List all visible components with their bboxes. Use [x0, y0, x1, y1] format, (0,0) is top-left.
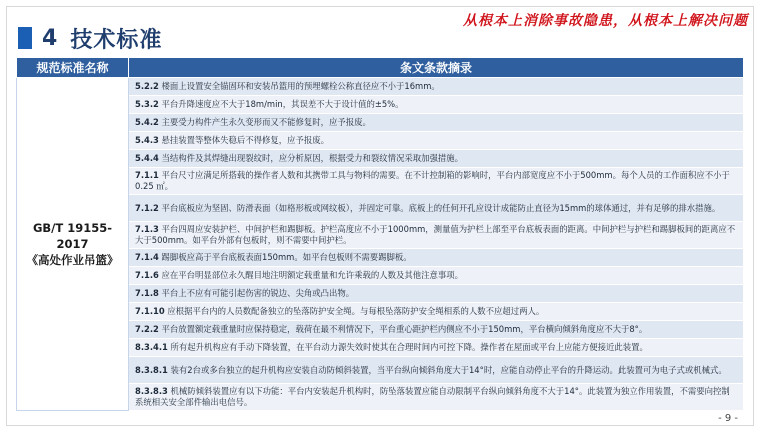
standard-code: GB/T 19155-2017 — [32, 221, 113, 251]
clause-text: 平台底板应为坚固、防滑表面（如格形板或网纹板），并固定可靠。底板上的任何开孔应设计成能防止直径为15mm的球体通过，并有足够的排水措施。 — [161, 202, 721, 213]
clause-id: 8.3.4.1 — [135, 342, 168, 352]
clause-text: 踢脚板应高于平台底板表面150mm。如平台包板则不需要踢脚板。 — [161, 252, 412, 262]
clause-cell — [129, 357, 744, 384]
section-title-text: 技术标准 — [70, 27, 163, 53]
clause-text: 平台尺寸应满足所搭载的操作者人数和其携带工具与物料的需要。在不计控制箱的影响时，平台内部宽度应不小于500mm。每个人员的工作面积应不小于0.25 ㎡。 — [135, 170, 730, 191]
clause-cell — [129, 168, 744, 195]
clause-text: 楼面上设置安全锚固环和安装吊篮用的预埋螺栓公称直径应不小于16mm。 — [161, 81, 440, 91]
clause-text: 平台放置额定载重量时应保持稳定，载荷在最不利情况下，平台重心距护栏内侧应不小于150mm，平台横向倾斜角度应不大于8°。 — [161, 324, 648, 334]
table-header-row — [17, 58, 744, 78]
clause-id: 7.1.10 — [135, 306, 165, 316]
clause-text: 平台升降速度应不大于18m/min，其误差不大于设计值的±5%。 — [161, 99, 404, 109]
clause-text: 装有2台或多台独立的起升机构应安装自动防倾斜装置，当平台纵向倾斜角度大于14°时，应能自动停止平台的升降运动。此装置可为电子式或机械式。 — [170, 364, 727, 375]
clause-cell — [129, 195, 744, 222]
clause-cell — [129, 96, 744, 114]
clause-id: 5.4.4 — [135, 153, 159, 163]
clause-cell — [129, 384, 744, 411]
clause-cell — [129, 321, 744, 339]
clause-id: 8.3.8.3 — [135, 386, 168, 396]
clause-cell — [129, 78, 744, 96]
clause-id: 7.2.2 — [135, 324, 159, 334]
clause-text: 当结构件及其焊缝出现裂纹时，应分析原因，根据受力和裂纹情况采取加强措施。 — [161, 153, 464, 163]
header-standard-name: 规范标准名称 — [17, 58, 129, 78]
clause-text: 应在平台明显部位永久醒目地注明额定载重量和允许乘载的人数及其他注意事项。 — [161, 270, 464, 280]
section-number: 4 — [42, 25, 59, 51]
clause-cell — [129, 114, 744, 132]
clause-cell — [129, 303, 744, 321]
section-title — [18, 24, 162, 52]
slogan: 从根本上消除事故隐患，从根本上解决问题 — [463, 13, 748, 29]
clause-id: 5.4.3 — [135, 135, 159, 145]
clause-id: 5.3.2 — [135, 99, 159, 109]
clause-cell — [129, 339, 744, 357]
page-number: - 9 - — [718, 413, 738, 424]
clause-cell — [129, 222, 744, 249]
clause-cell — [129, 132, 744, 150]
clause-text: 平台四周应安装护栏、中间护栏和踢脚板。护栏高度应不小于1000mm，测量值为护栏上部至平台底板表面的距离。中间护栏与护栏和踢脚板间的距离应不大于500mm。如平台外部有包板时，则不需要中间护栏。 — [135, 224, 736, 245]
clause-id: 7.1.8 — [135, 288, 159, 298]
clause-id: 8.3.8.1 — [135, 364, 168, 375]
clause-text: 应根据平台内的人员数配备独立的坠落防护安全绳。与每根坠落防护安全绳相系的人数不应超过两人。 — [167, 306, 545, 316]
clause-text: 机械防倾斜装置应有以下功能：平台内安装起升机构时，防坠落装置应能自动限制平台纵向倾斜角度不大于14°。此装置为独立作用装置，不需要向控制系统相关安全部件输出电信号。 — [135, 386, 730, 407]
section-marker-icon — [18, 27, 32, 49]
clause-id: 5.4.2 — [135, 117, 159, 127]
clause-cell — [129, 150, 744, 168]
clause-text: 主要受力构件产生永久变形而又不能修复时，应予报废。 — [161, 117, 371, 127]
clause-cell — [129, 267, 744, 285]
clause-text: 所有起升机构应有手动下降装置，在平台动力源失效时使其在合理时间内可控下降。操作者在屋面或平台上应能方便接近此装置。 — [170, 342, 648, 352]
clause-id: 7.1.6 — [135, 270, 159, 280]
clause-id: 7.1.1 — [135, 170, 159, 180]
table-row — [17, 78, 744, 96]
standards-table — [16, 57, 744, 411]
clause-text: 悬挂装置等整体失稳后不得修复，应予报废。 — [161, 135, 330, 145]
clause-id: 7.1.4 — [135, 252, 159, 262]
header-clause-excerpt: 条文条款摘录 — [129, 58, 744, 78]
clause-cell — [129, 249, 744, 267]
standard-name-cell — [17, 78, 129, 411]
clause-id: 7.1.3 — [135, 224, 159, 234]
clause-cell — [129, 285, 744, 303]
standard-title: 《高处作业吊篮》 — [26, 253, 119, 267]
clause-id: 7.1.2 — [135, 202, 159, 213]
clause-id: 5.2.2 — [135, 81, 159, 91]
clause-text: 平台上不应有可能引起伤害的锐边、尖角或凸出物。 — [161, 288, 355, 298]
